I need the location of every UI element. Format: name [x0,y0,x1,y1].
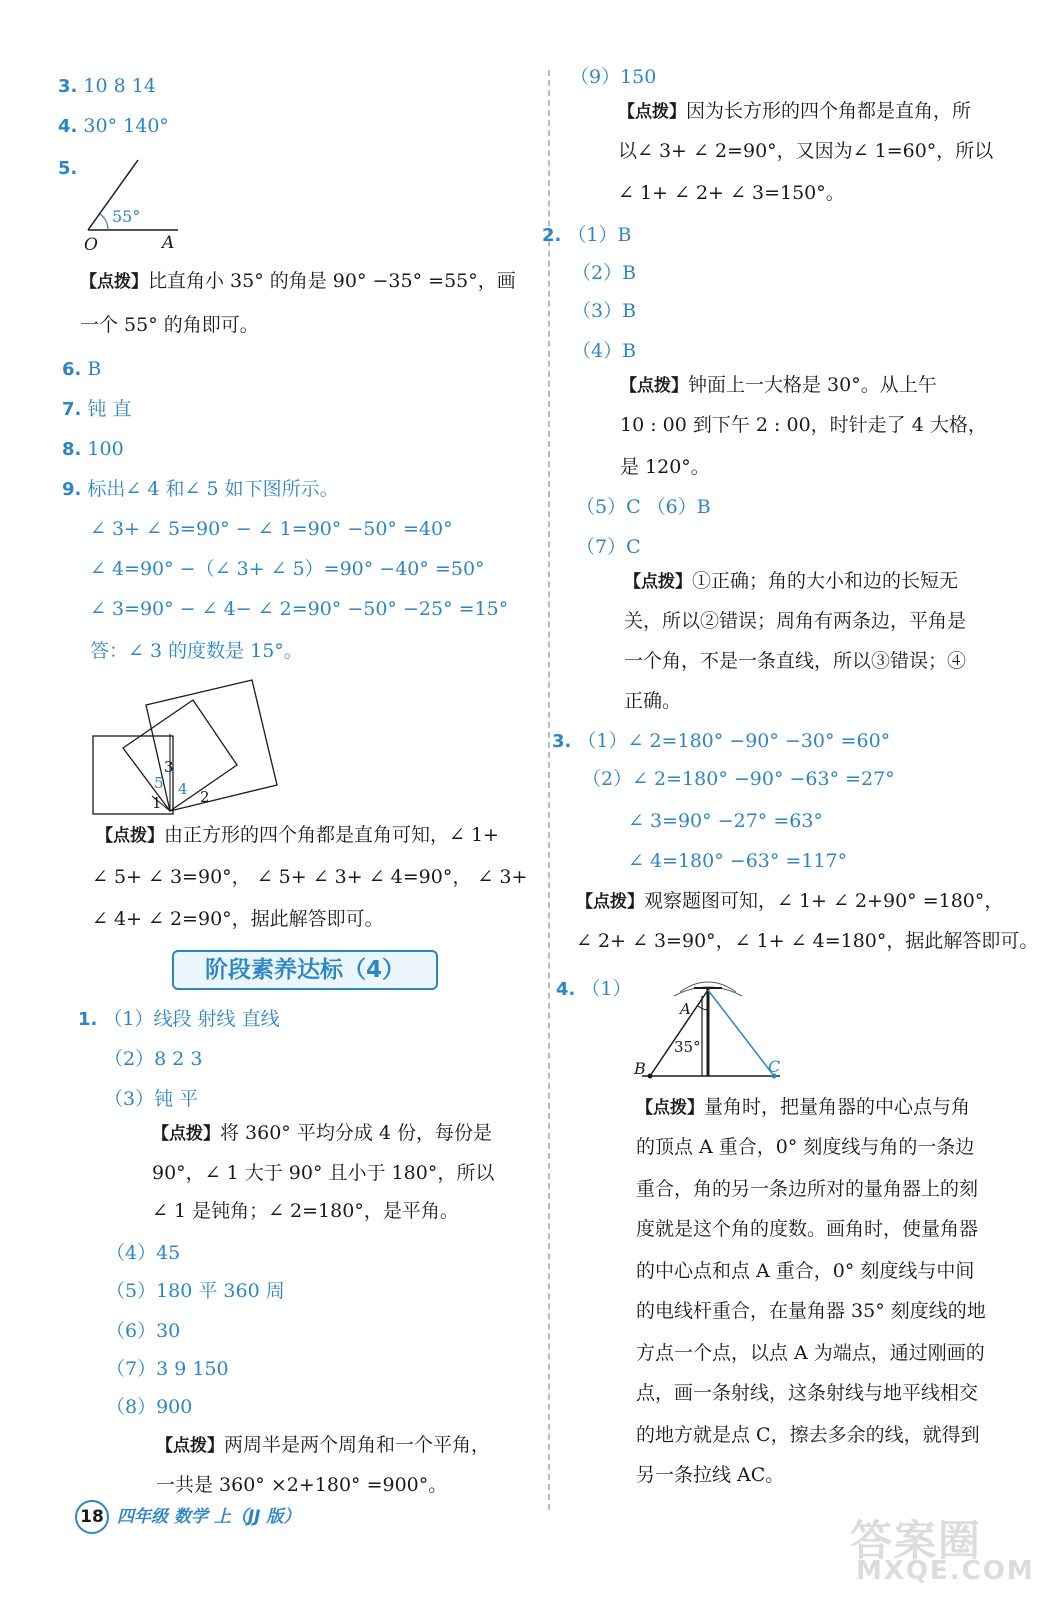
answer-text: （6）30 [106,1320,181,1342]
answer-text: （9）150 [570,66,657,88]
hint-1-3-cont: 90°，∠ 1 大于 90° 且小于 180°，所以 [152,1162,495,1184]
ray-ab [650,990,708,1076]
ray-ac [708,990,774,1076]
point-c-label: C [768,1057,781,1076]
hint-text: ①正确；角的大小和边的长短无 [692,570,959,592]
hint-4 [636,1094,970,1121]
point-b [648,1074,653,1079]
answer-text: （5）180 平 360 周 [106,1280,285,1302]
hint-1-8 [156,1432,490,1459]
point-a-label: A [680,1000,691,1018]
question-number: 6. [62,359,82,380]
answer-3-right [552,728,890,755]
answer-text: （3）钝 平 [104,1088,199,1110]
hint-text: 由正方形的四个角都是直角可知，∠ 1+ [164,824,499,846]
answer-text: （1）B [567,224,632,246]
hint-1-8-cont: 一共是 360° ×2+180° =900°。 [156,1474,448,1496]
answer-text: （8）900 [106,1396,193,1418]
solution-line: ∠ 4=90° −（∠ 3+ ∠ 5）=90° −40° =50° [90,558,485,580]
hint-4-cont: 的顶点 A 重合，0° 刻度线与角的一条边 [636,1136,975,1158]
hint-tag: 【点拨】 [156,1436,224,1456]
question-number: 2. [542,225,562,246]
answer-text: （3）B [572,300,637,322]
hint-text: 量角时，把量角器的中心点与角 [704,1096,971,1118]
question-number: 9. [62,479,82,500]
hint-tag: 【点拨】 [152,1124,220,1144]
question-number: 3. [552,731,572,752]
answer-4-right [556,976,632,1003]
solution-line: ∠ 3+ ∠ 5=90° − ∠ 1=90° −50° =40° [90,518,453,540]
hint-9 [96,822,499,849]
solution-line: （2）∠ 2=180° −90° −63° =27° [582,768,895,790]
solution-line: ∠ 3=90° − ∠ 4− ∠ 2=90° −50° −25° =15° [90,598,509,620]
question-number: 8. [62,439,82,460]
answer-text: 钝 直 [87,398,132,420]
answer-text: （4）45 [106,1242,181,1264]
answer-text: （1） [581,978,632,1000]
hint-2-4 [620,372,937,399]
question-number: 1. [78,1009,98,1030]
hint-3-cont: ∠ 2+ ∠ 3=90°，∠ 1+ ∠ 4=180°，据此解答即可。 [576,930,1039,952]
hint-4-cont: 点，画一条射线，这条射线与地平线相交 [636,1382,979,1404]
question-number: 4. [556,979,576,1000]
answer-text: B [87,358,102,380]
question-number: 5. [58,158,78,179]
page-number: 18 [75,1500,109,1534]
angle-55-figure [80,158,190,258]
angle-4-label: 4 [178,780,188,798]
hint-4-cont: 方点一个点，以点 A 为端点，通过刚画的 [636,1342,985,1364]
answer-text: （2）B [572,262,637,284]
hint-9-cont: ∠ 5+ ∠ 3=90°， ∠ 5+ ∠ 3+ ∠ 4=90°， ∠ 3+ [92,866,528,888]
answer-4 [58,113,169,140]
hint-3 [576,888,1003,915]
hint-text: 钟面上一大格是 30°。从上午 [688,374,937,396]
watermark-url: MXQE.COM [856,1556,1035,1586]
answer-text: （7）3 9 150 [106,1358,229,1380]
hint-2-7 [624,568,958,595]
hint-2-7-cont: 一个角，不是一条直线，所以③错误；④ [624,650,967,672]
answer-text: 标出∠ 4 和∠ 5 如下图所示。 [87,478,339,500]
hint-4-cont: 度就是这个角的度数。画角时，使量角器 [636,1218,979,1240]
answer-text: （1）线段 射线 直线 [103,1008,280,1030]
hint-tag: 【点拨】 [620,376,688,396]
angle-label: 35° [674,1038,701,1056]
hint-tag: 【点拨】 [624,572,692,592]
hint-4-cont: 的地方就是点 C，擦去多余的线，就得到 [636,1424,980,1446]
hint-2-4-cont: 是 120°。 [620,456,710,478]
hint-tag: 【点拨】 [576,892,644,912]
hint-2-7-cont: 关，所以②错误；周角有两条边，平角是 [624,610,967,632]
square-large [146,680,277,811]
footer-book-title: 四年级 数学 上（JJ 版） [117,1507,301,1527]
answer-7 [62,396,131,423]
answer-text: （7）C [576,536,641,558]
answer-text: （2）8 2 3 [104,1048,203,1070]
answer-text: 30° 140° [83,115,169,137]
hint-1-9-cont: ∠ 1+ ∠ 2+ ∠ 3=150°。 [618,182,845,204]
answer-2 [542,222,631,249]
answer-text: （4）B [572,340,637,362]
hint-text: 因为长方形的四个角都是直角，所 [686,100,972,122]
answer-8 [62,436,124,463]
hint-tag: 【点拨】 [618,102,686,122]
answer-text: 100 [87,438,124,460]
hint-text: 将 360° 平均分成 4 份，每份是 [220,1122,493,1144]
hint-4-cont: 重合，角的另一条边所对的量角器上的刻 [636,1178,979,1200]
hint-text: 比直角小 35° 的角是 90° −35° =55°，画 [148,270,516,292]
answer-text: （5）C （6）B [576,496,711,518]
solution-line: ∠ 4=180° −63° =117° [628,850,848,872]
solution-line: ∠ 3=90° −27° =63° [628,810,823,832]
hint-1-3 [152,1120,492,1147]
question-number: 3. [58,76,78,97]
squares-figure [90,678,270,820]
hint-4-cont: 另一条拉线 AC。 [636,1464,785,1486]
question-number: 7. [62,399,82,420]
answer-9 [62,476,339,503]
hint-text: 两周半是两个周角和一个平角， [224,1434,491,1456]
answer-6 [62,356,101,383]
angle-label: 55° [112,207,141,226]
column-divider [548,70,550,1510]
pole-triangle-figure [628,974,798,1084]
hint-9-cont: ∠ 4+ ∠ 2=90°，据此解答即可。 [92,908,384,930]
hint-tag: 【点拨】 [636,1098,704,1118]
hint-1-9-cont: 以∠ 3+ ∠ 2=90°，又因为∠ 1=60°，所以 [618,140,994,162]
hint-2-4-cont: 10 : 00 到下午 2 : 00，时针走了 4 大格， [620,414,987,436]
page-footer [75,1500,300,1534]
answer-text: 10 8 14 [83,75,156,97]
hint-4-cont: 的电线杆重合，在量角器 35° 刻度线的地 [636,1300,986,1322]
section-title: 阶段素养达标（4） [172,950,438,990]
angle-arc [100,214,108,230]
hint-1-3-cont: ∠ 1 是钝角；∠ 2=180°，是平角。 [152,1200,459,1222]
answer-5 [58,155,77,182]
answer-text: （1）∠ 2=180° −90° −30° =60° [577,730,891,752]
hint-5 [80,268,516,295]
angle-2-label: 2 [200,788,210,806]
point-b-label: B [634,1059,646,1078]
hint-4-cont: 的中心点和点 A 重合，0° 刻度线与中间 [636,1260,975,1282]
watermark-logo-text: 答案圈 [850,1516,983,1565]
answer-1 [78,1006,280,1033]
hint-5-cont: 一个 55° 的角即可。 [80,314,259,336]
watermark [838,1508,1038,1594]
hint-text: 观察题图可知，∠ 1+ ∠ 2+90° =180°， [644,890,1004,912]
hint-tag: 【点拨】 [80,272,148,292]
answer-3 [58,73,156,100]
question-number: 4. [58,116,78,137]
point-a-label: A [162,233,175,253]
point-o-label: O [84,235,98,255]
hint-1-9 [618,98,971,125]
hint-tag: 【点拨】 [96,826,164,846]
answer-statement: 答：∠ 3 的度数是 15°。 [90,640,303,662]
angle-3-label: 3 [164,758,174,776]
angle-5-label: 5 [154,774,164,792]
hint-2-7-cont: 正确。 [624,690,682,712]
angle-1-label: 1 [152,794,162,812]
